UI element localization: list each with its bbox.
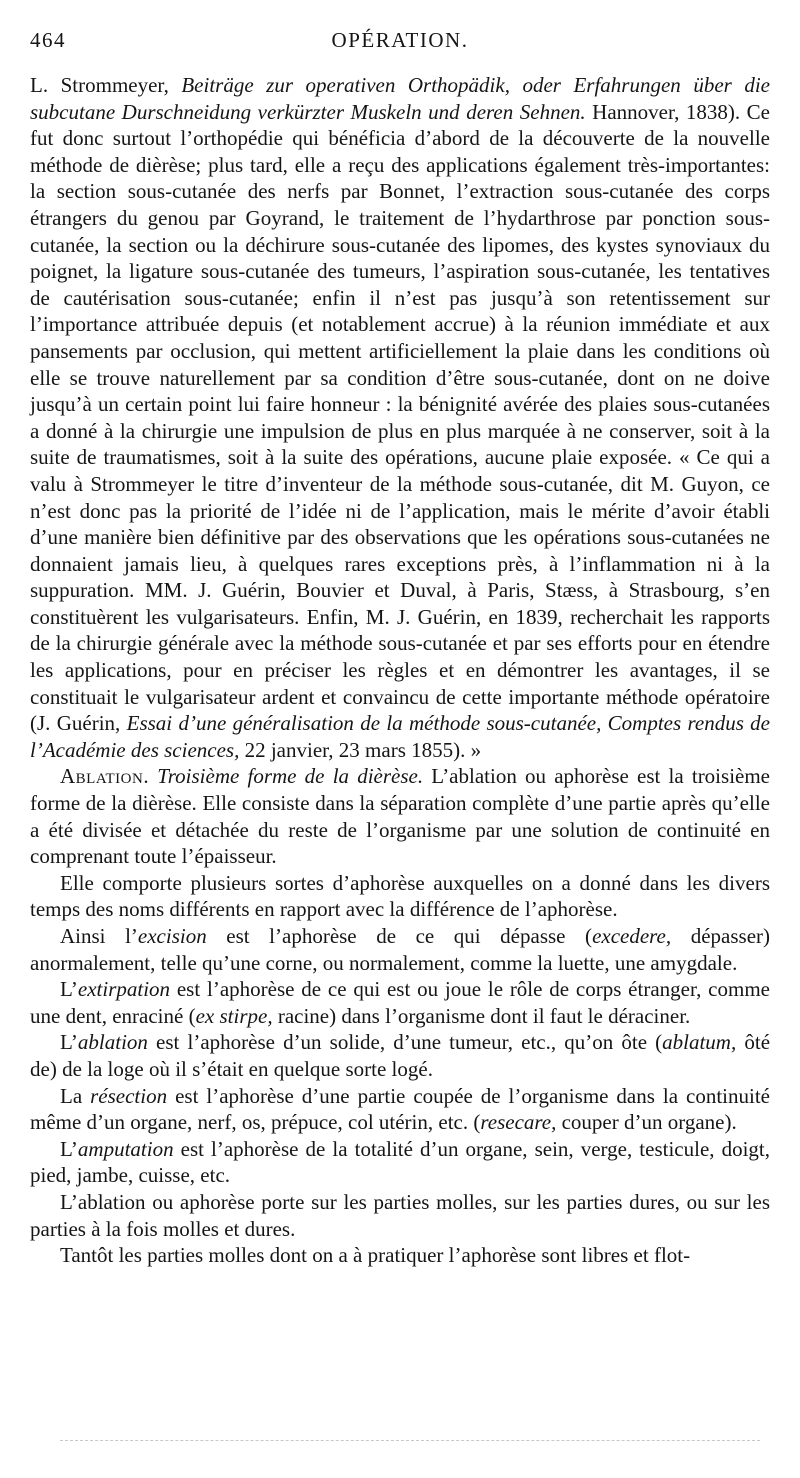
italic-text: extirpation (77, 977, 171, 1002)
paragraph (30, 1189, 770, 1242)
paragraph (30, 870, 770, 923)
text-run: L’ (60, 1136, 78, 1161)
text-run: est l’aphorèse d’un solide, d’une tumeur, etc., qu’on ôte ( (147, 1030, 663, 1055)
paragraph (30, 1083, 770, 1136)
text-run: Elle comporte plusieurs sortes d’aphorèse auxquelles on a donné dans les divers temps des noms différents en rapport avec la différence de l’aphorèse. (30, 870, 770, 922)
text-run: est l’aphorèse de la totalité d’un organe, sein, verge, testicule, doigt, pied, jambe, cuisse, etc. (30, 1136, 770, 1188)
text-run: L’ablation ou aphorèse porte sur les parties molles, sur les parties dures, ou sur les parties à la fois molles et dures. (30, 1189, 770, 1241)
text-run: L’ablation ou aphorèse est la troisième forme de la dièrèse. Elle consiste dans la séparation complète d’une partie après qu’elle a été divisée et détachée du reste de l’organisme par une solution de continuité en comprenant toute l’épaisseur. (30, 764, 771, 869)
italic-text: excision (137, 924, 207, 948)
text-run: La (60, 1083, 91, 1108)
text-run: L’ (60, 977, 78, 1002)
page-header (30, 28, 770, 58)
section-label: Ablation. (60, 764, 150, 789)
italic-text: Essai d’une généralisation de la méthode sous-cutanée, Comptes rendus de l’Académie des sciences, (30, 711, 770, 762)
text-run: 22 janvier, 23 mars 1855). » (239, 737, 482, 762)
paragraph (30, 1242, 770, 1269)
italic-text: ablatum, (662, 1030, 737, 1055)
italic-text: resecare, (480, 1110, 557, 1135)
italic-text: excedere, (592, 924, 672, 948)
text-run: L’ (60, 1030, 78, 1055)
text-run: couper d’un organe). (556, 1110, 737, 1135)
italic-text: amputation (77, 1136, 174, 1161)
paragraph (30, 976, 770, 1029)
text-run: Ainsi l’ (60, 924, 138, 948)
italic-text: ex stirpe, (195, 1003, 273, 1028)
text-run: racine) dans l’organisme dont il faut le déraciner. (272, 1003, 691, 1028)
paragraph (30, 1136, 770, 1189)
running-head: OPÉRATION. (331, 28, 469, 52)
paragraph (30, 72, 770, 763)
paragraph (30, 763, 770, 869)
text-run: est l’aphorèse de ce qui est ou joue le rôle de corps étranger, comme une dent, enraciné ( (30, 977, 770, 1028)
footer-rule (60, 1440, 760, 1441)
text-run: Tantôt les parties molles dont on a à pratiquer l’aphorèse sont libres et flot- (60, 1243, 691, 1268)
paragraph (30, 923, 770, 976)
book-page (30, 28, 770, 1269)
text-run: Hannover, 1838). Ce fut donc surtout l’orthopédie qui bénéficia d’abord de la découverte de la nouvelle méthode de dièrèse; plus tard, elle a reçu des applications également très-importantes: la section sous-cutanée des nerfs par Bonnet, l’extraction sous-cutanée des corps étrangers du genou par Goyrand, le traitement de l’hydarthrose par ponction sous-cutanée, la section ou la déchirure sous-cutanée des lipomes, des kystes synoviaux du poignet, la ligature sous-cutanée des tumeurs, l’aspiration sous-cutanée, les tentatives de cautérisation sous-cutanée; enfin il n’est pas jusqu’à son retentissement sur l’importance attribuée depuis (et notablement accrue) à la réunion immédiate et aux pansements par occlusion, qui mettent artificiellement la plaie dans les conditions où elle se trouve naturellement par sa condition d’être sous-cutanée, dont on ne doive jusqu’à un certain point lui faire honneur : la bénignité avérée des plaies sous-cutanées a donné à la chirurgie une impulsion de plus en plus marquée à ne conserver, soit à la suite de traumatismes, soit à la suite des opérations, aucune plaie exposée. « Ce qui a valu à Strommeyer le titre d’inventeur de la méthode sous-cutanée, dit M. Guyon, ce n’est donc pas la priorité de l’idée ni de l’application, mais le mérite d’avoir établi d’une manière bien définitive par des observations que les opérations sous-cutanées ne donnaient jamais lieu, à quelques rares exceptions près, à l’inflammation ni à la suppuration. MM. J. Guérin, Bouvier et Duval, à Paris, Stæss, à Strasbourg, s’en constituèrent les vulgarisateurs. Enfin, M. J. Guérin, en 1839, recherchait les rapports de la chirurgie générale avec la méthode sous-cutanée et par ses efforts pour en étendre les applications, pour en préciser les règles et en démontrer les avantages, il se constituait le vulgarisateur ardent et convaincu de cette importante méthode opératoire (J. Guérin, (30, 99, 771, 736)
page-number: 464 (30, 28, 66, 52)
italic-text: Troisième forme de la dièrèse. (157, 764, 424, 789)
text-run: ôté de) de la loge où il s’était en quelque sorte logé. (30, 1030, 771, 1081)
text-run: est l’aphorèse d’une partie coupée de l’organisme dans la continuité même d’un organe, nerf, os, prépuce, col utérin, etc. ( (30, 1083, 770, 1135)
text-run: dépasser) anormalement, telle qu’une corne, ou normalement, comme la luette, une amygdale. (30, 924, 770, 975)
body-text (30, 72, 770, 1269)
paragraph (30, 1029, 770, 1082)
text-run: est l’aphorèse de ce qui dépasse ( (206, 924, 593, 948)
text-run: L. Strommeyer, (30, 73, 182, 97)
italic-text: résection (90, 1083, 168, 1108)
italic-text: Beiträge zur operativen Orthopädik, oder Erfahrungen über die subcutane Durschneidung verkürzter Muskeln und deren Sehnen. (30, 73, 770, 124)
italic-text: ablation (77, 1030, 148, 1055)
